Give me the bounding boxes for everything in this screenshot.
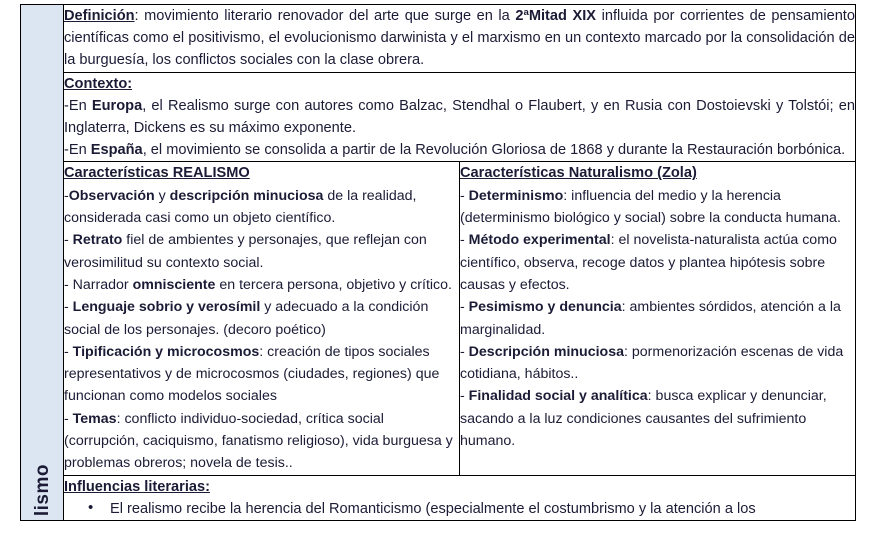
naturalismo-item-rest: : busca explicar y denunciar, sacando a la luz condiciones causantes del sufrimiento humano. (460, 388, 827, 449)
list-item: • El realismo recibe la herencia del Romanticismo (especialmente el costumbrismo y la atención a los (110, 498, 855, 520)
table-row-contexto (21, 72, 856, 162)
realismo-item-bold: Observación (68, 187, 155, 204)
vertical-label-text: lismo (31, 463, 53, 516)
realismo-item-mid: y (154, 187, 170, 204)
realismo-item-rest: de la realidad, considerada casi como un objeto científico. (64, 187, 417, 227)
naturalismo-item-bold: Descripción minuciosa (468, 343, 624, 360)
realismo-item-bold: Tipificación y microcosmos (72, 343, 260, 360)
naturalismo-heading: Características Naturalismo (Zola) (460, 165, 697, 182)
influencias-heading-line (64, 476, 855, 498)
contexto-heading-line (64, 73, 855, 95)
realismo-item-rest: fiel de ambientes y personajes, que reflejan con verosimilitud su contexto social. (64, 232, 427, 271)
realismo-item-rest: : conflicto individuo-sociedad, crítica social (corrupción, caciquismo, fanatismo religioso), vida burguesa y problemas obreros; novela de tesis.. (64, 410, 453, 472)
naturalismo-item-dash: - (460, 343, 469, 360)
influencias-heading: Influencias literarias: (64, 478, 210, 495)
realismo-item (64, 229, 459, 274)
vertical-label-cell (21, 5, 64, 521)
naturalismo-item-bold: Método experimental (468, 232, 611, 249)
realismo-item-dash: - (64, 299, 73, 316)
realismo-item (64, 274, 459, 296)
naturalismo-item-bold: Determinismo (468, 187, 564, 204)
naturalismo-item-dash: - (460, 388, 469, 405)
realismo-item-dash: - (64, 232, 73, 249)
realismo-item (64, 408, 459, 475)
vertical-label (21, 216, 63, 516)
naturalismo-item (460, 385, 855, 452)
content-table (20, 4, 856, 521)
naturalismo-item (460, 341, 855, 386)
realismo-item-bold: Retrato (72, 232, 123, 249)
realismo-heading: Características REALISMO (64, 165, 250, 182)
contexto-l1-pre: -En (64, 97, 92, 114)
realismo-item-pre: Narrador (72, 276, 133, 293)
contexto-heading: Contexto: (64, 75, 133, 92)
realismo-item-dash: - (64, 343, 73, 360)
contexto-line-europa (64, 95, 855, 139)
naturalismo-item-rest: : pormenorización escenas de vida cotidiana, hábitos.. (460, 343, 844, 383)
table-row-caracteristicas (21, 162, 856, 475)
naturalismo-item-rest: : ambientes sórdidos, atención a la marginalidad. (460, 299, 841, 338)
realismo-item-bold: omnisciente (132, 276, 216, 293)
cell-definicion (64, 5, 856, 73)
realismo-item-bold: Temas (72, 410, 117, 427)
cell-influencias (64, 475, 856, 520)
naturalismo-item-dash: - (460, 187, 469, 204)
realismo-item (64, 341, 459, 408)
naturalismo-item (460, 229, 855, 296)
naturalismo-item-dash: - (460, 232, 469, 249)
contexto-l2-bold: España (90, 142, 143, 159)
influencias-bullet-list (64, 498, 855, 520)
naturalismo-item-dash: - (460, 299, 469, 316)
contexto-l2-post: , el movimiento se consolida a partir de la Revolución Gloriosa de 1868 y durante la Restauración borbónica. (142, 142, 846, 159)
cell-contexto (64, 72, 856, 162)
definicion-paragraph (64, 5, 855, 72)
definicion-heading: Definición (64, 8, 135, 24)
naturalismo-item (460, 296, 855, 341)
naturalismo-item-bold: Pesimismo y denuncia (468, 299, 622, 316)
table-row-definicion (21, 5, 856, 73)
contexto-l1-bold: Europa (91, 97, 143, 114)
naturalismo-item-rest: : influencia del medio y la herencia (determinismo biológico y social) sobre la conducta humana. (460, 187, 841, 227)
realismo-item (64, 296, 459, 341)
definicion-body-2: influida por corrientes de pensamiento científicas como el positivismo, el evolucionismo darwinista y el marxismo en un contexto marcado por la consolidación de la burguesía, los conflictos sociales con la clase obrera. (64, 8, 855, 69)
cell-naturalismo (460, 162, 856, 475)
naturalismo-heading-line (460, 162, 855, 184)
realismo-item-dash: - (64, 410, 73, 427)
contexto-l1-post: , el Realismo surge con autores como Balzac, Stendhal o Flaubert, y en Rusia con Dostoievski y Tolstói; en Inglaterra, Dickens es su máximo exponente. (64, 97, 856, 137)
cell-realismo (64, 162, 460, 475)
realismo-heading-line (64, 162, 459, 184)
realismo-item-bold2: descripción minuciosa (169, 187, 324, 204)
definicion-body-1: : movimiento literario renovador del arte que surge en la (134, 8, 516, 24)
contexto-l2-pre: -En (64, 142, 91, 159)
contexto-line-espana (64, 139, 855, 161)
definicion-bold-1: 2ªMitad XIX (515, 8, 597, 24)
realismo-item-rest: y adecuado a la condición social de los personajes. (decoro poético) (64, 299, 429, 338)
realismo-item-dash: - (64, 276, 73, 293)
table-row-influencias (21, 475, 856, 520)
realismo-item (64, 185, 459, 230)
realismo-item-bold: Lenguaje sobrio y verosímil (72, 299, 261, 316)
naturalismo-item (460, 185, 855, 230)
naturalismo-item-rest: : el novelista-naturalista actúa como científico, observa, recoge datos y plantea hipótesis sobre causas y efectos. (460, 232, 837, 293)
realismo-item-dash: - (64, 187, 69, 204)
realismo-item-rest: : creación de tipos sociales representativos y de microcosmos (ciudades, regiones) que funcionan como modelos sociales (64, 343, 440, 405)
realismo-item-rest: en tercera persona, objetivo y crítico. (215, 276, 452, 293)
naturalismo-item-bold: Finalidad social y analítica (468, 388, 648, 405)
